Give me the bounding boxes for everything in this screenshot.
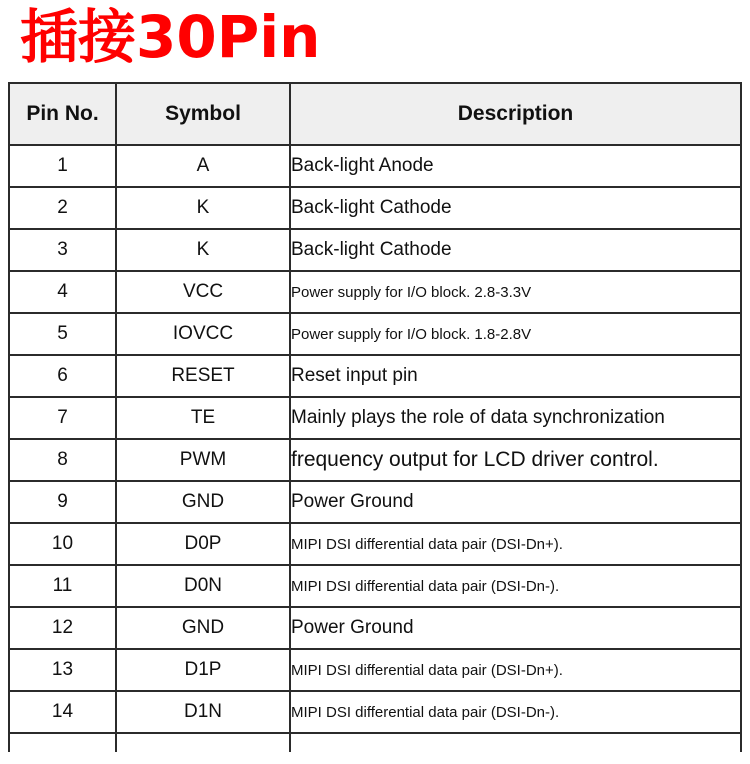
symbol-cell: K [116,229,290,271]
header-symbol: Symbol [116,83,290,145]
pin-number-cell: 13 [9,649,116,691]
description-cell: Back-light Anode [290,145,741,187]
symbol-cell: VCC [116,271,290,313]
symbol-cell: PWM [116,439,290,481]
description-cell: Back-light Cathode [290,229,741,271]
pin-number-cell: 2 [9,187,116,229]
pin-table-body [9,145,741,752]
symbol-cell: IOVCC [116,313,290,355]
empty-cell [9,733,116,752]
description-cell: MIPI DSI differential data pair (DSI-Dn+). [290,523,741,565]
table-row [9,649,741,691]
pin-number-cell: 12 [9,607,116,649]
pin-number-cell: 6 [9,355,116,397]
table-row [9,313,741,355]
pin-number-cell: 1 [9,145,116,187]
table-row [9,187,741,229]
table-row [9,565,741,607]
symbol-cell: K [116,187,290,229]
page-title: 插接30Pin [20,3,321,71]
description-cell: Back-light Cathode [290,187,741,229]
description-cell: frequency output for LCD driver control. [290,439,741,481]
table-row [9,145,741,187]
pin-number-cell: 14 [9,691,116,733]
header-description: Description [290,83,741,145]
symbol-cell: D0N [116,565,290,607]
pin-number-cell: 5 [9,313,116,355]
description-cell: Power supply for I/O block. 1.8-2.8V [290,313,741,355]
table-row [9,439,741,481]
description-cell: Power Ground [290,607,741,649]
header-pin-no: Pin No. [9,83,116,145]
table-row [9,397,741,439]
symbol-cell: D1N [116,691,290,733]
pin-number-cell: 8 [9,439,116,481]
symbol-cell: D0P [116,523,290,565]
description-cell: MIPI DSI differential data pair (DSI-Dn+). [290,649,741,691]
table-row [9,607,741,649]
empty-cell [290,733,741,752]
header-row [9,83,741,145]
symbol-cell: TE [116,397,290,439]
pin-number-cell: 4 [9,271,116,313]
symbol-cell: RESET [116,355,290,397]
table-row [9,523,741,565]
symbol-cell: A [116,145,290,187]
description-cell: Power supply for I/O block. 2.8-3.3V [290,271,741,313]
table-row [9,691,741,733]
table-row [9,481,741,523]
description-cell: Power Ground [290,481,741,523]
table-row-partial [9,733,741,752]
table-row [9,271,741,313]
description-cell: Reset input pin [290,355,741,397]
pin-number-cell: 11 [9,565,116,607]
table-row [9,229,741,271]
pin-table [8,82,742,752]
pin-number-cell: 3 [9,229,116,271]
table-row [9,355,741,397]
symbol-cell: GND [116,481,290,523]
pin-number-cell: 7 [9,397,116,439]
empty-cell [116,733,290,752]
description-cell: Mainly plays the role of data synchronization [290,397,741,439]
symbol-cell: GND [116,607,290,649]
pin-number-cell: 9 [9,481,116,523]
description-cell: MIPI DSI differential data pair (DSI-Dn-). [290,565,741,607]
symbol-cell: D1P [116,649,290,691]
description-cell: MIPI DSI differential data pair (DSI-Dn-). [290,691,741,733]
pin-number-cell: 10 [9,523,116,565]
